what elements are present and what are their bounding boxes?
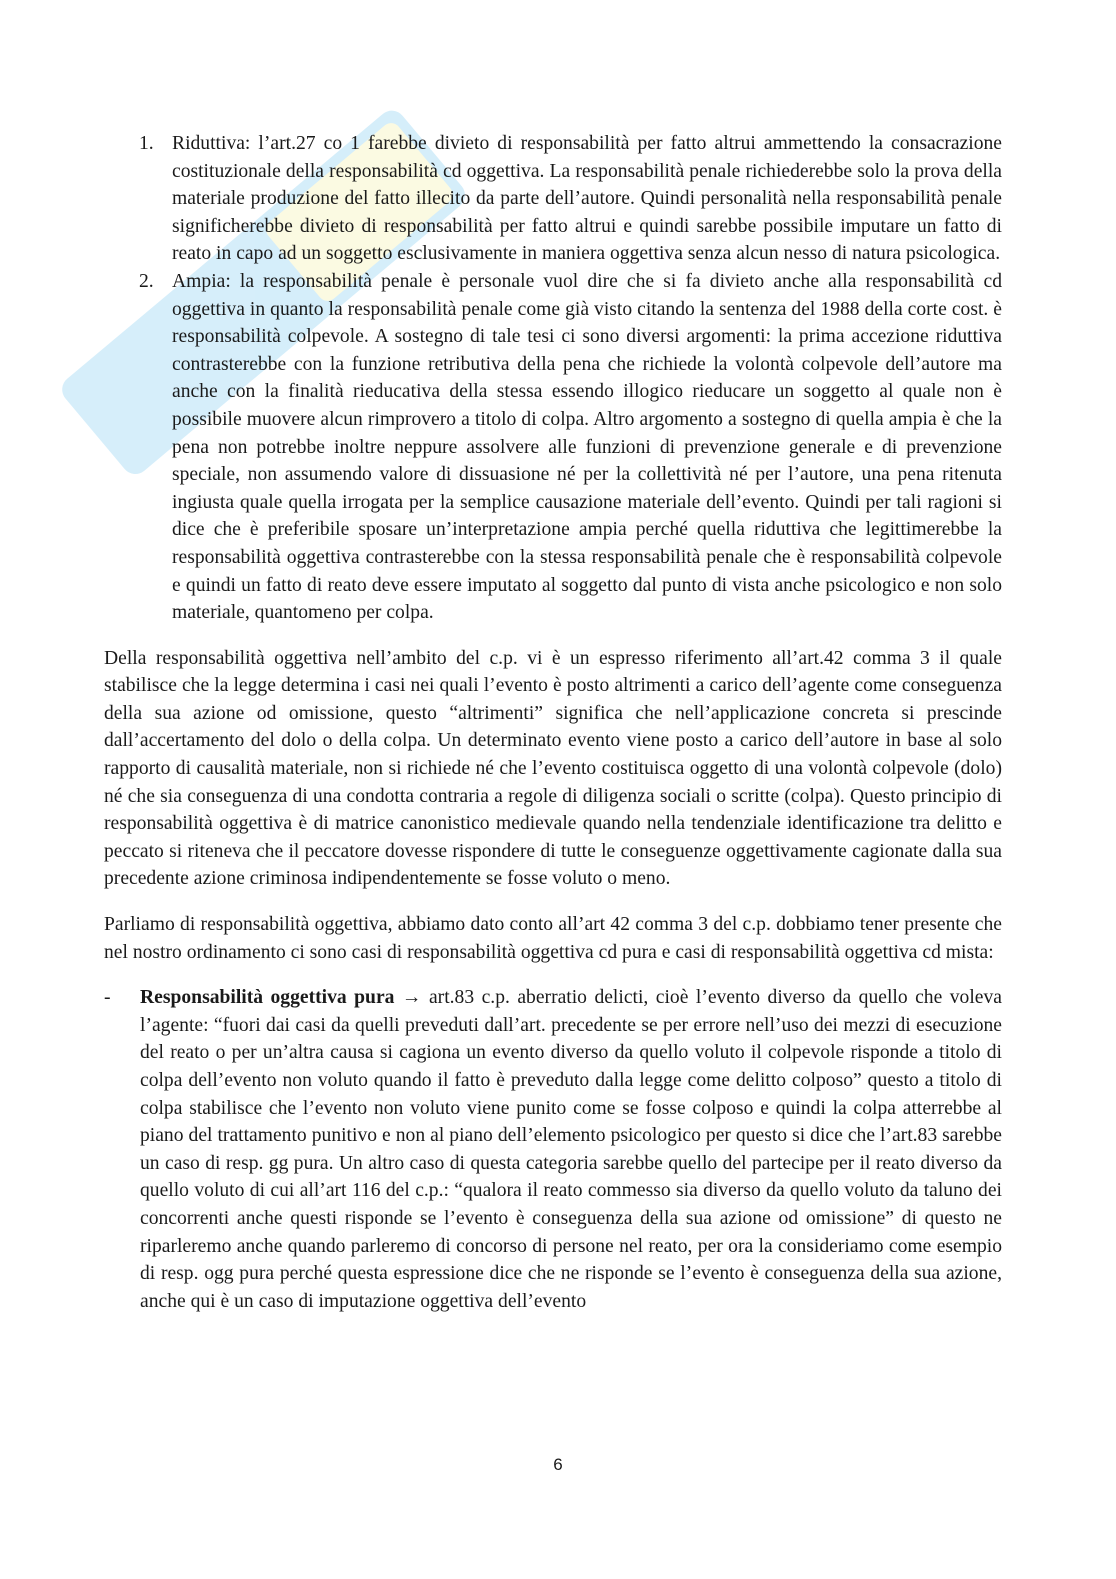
document-body: [104, 130, 1002, 1315]
list-item-text: Ampia: la responsabilità penale è personale vuol dire che si fa divieto anche alla responsabilità cd oggettiva in quanto la responsabilità penale come già visto citando la sentenza del 1988 della corte cost. è responsabilità colpevole. A sostegno di tale tesi ci sono diversi argomenti: la prima accezione riduttiva contrasterebbe con la funzione retributiva della pena che richiede la volontà colpevole dell’autore ma anche con la finalità rieducativa della stessa essendo illogico rieducare un soggetto al quale non è possibile muovere alcun rimprovero a titolo di colpa. Altro argomento a sostegno di quella ampia è che la pena non potrebbe inoltre neppure assolvere alle funzioni di prevenzione generale e di prevenzione speciale, non assumendo valore di dissuasione né per la collettività né per l’autore, una pena ritenuta ingiusta quale quella irrogata per la semplice causazione materiale dell’evento. Quindi per tali ragioni si dice che è preferibile sposare un’interpretazione ampia perché quella riduttiva che legittimerebbe la responsabilità oggettiva contrasterebbe con la stessa responsabilità penale che è responsabilità colpevole e quindi un fatto di reato deve essere imputato al soggetto dal punto di vista anche psicologico e non solo materiale, quantomeno per colpa.: [172, 270, 1002, 624]
list-item: [104, 268, 1002, 627]
list-item-text: Riduttiva: l’art.27 co 1 farebbe divieto di responsabilità per fatto altrui ammettendo la consacrazione costituzionale della responsabilità cd oggettiva. La responsabilità penale richiederebbe solo la prova della materiale produzione del fatto illecito da parte dell’autore. Quindi personalità nella responsabilità penale significherebbe divieto di responsabilità per fatto altrui e quindi sarebbe possibile imputare un fatto di reato in capo ad un soggetto esclusivamente in maniera oggettiva senza alcun nesso di natura psicologica.: [172, 133, 1002, 265]
numbered-list: [104, 130, 1002, 627]
list-item: [104, 130, 1002, 268]
dash-list-item: [104, 984, 1002, 1315]
page-number: 6: [553, 1455, 563, 1474]
arrow-icon: →: [401, 987, 422, 1009]
dash-list: [104, 984, 1002, 1315]
bold-term: Responsabilità oggettiva pura: [140, 987, 395, 1009]
paragraph: Parliamo di responsabilità oggettiva, abbiamo dato conto all’art 42 comma 3 del c.p. dobbiamo tener presente che nel nostro ordinamento ci sono casi di responsabilità oggettiva cd pura e casi di responsabilità oggettiva cd mista:: [104, 914, 1002, 963]
dash-list-item-text: art.83 c.p. aberratio delicti, cioè l’evento diverso da quello che voleva l’agente: “fuori dai casi da quelli preveduti dall’art. precedente se per errore nell’uso dei mezzi di esecuzione del reato o per un’altra causa si cagiona un evento diverso da quello voluto il colpevole risponde a titolo di colpa dell’evento non voluto quando il fatto è preveduto dalla legge come delitto colposo” questo a titolo di colpa stabilisce che l’evento non voluto viene punito come se fosse colposo e quindi la colpa atterrebbe al piano del trattamento punitivo e non al piano dell’elemento psicologico per questo si dice che l’art.83 sarebbe un caso di resp. gg pura. Un altro caso di questa categoria sarebbe quello del partecipe per il reato diverso da quello voluto di cui all’art 116 del c.p.: “qualora il reato commesso sia diverso da quello voluto da taluno dei concorrenti anche questi risponde se l’evento è conseguenza della sua azione od omissione” di questo ne riparleremo anche quando parleremo di concorso di persone nel reato, per ora la consideriamo come esempio di resp. ogg pura perché questa espressione dice che ne risponde se l’evento è conseguenza della sua azione, anche qui è un caso di imputazione oggettiva dell’evento: [140, 987, 1002, 1312]
list-item-number: 1.: [139, 133, 154, 154]
paragraph: Della responsabilità oggettiva nell’ambito del c.p. vi è un espresso riferimento all’art.42 comma 3 il quale stabilisce che la legge determina i casi nei quali l’evento è posto altrimenti a carico dell’agente come conseguenza della sua azione od omissione, questo “altrimenti” significa che nell’applicazione concreta si prescinde dall’accertamento del dolo o della colpa. Un determinato evento viene posto a carico dell’autore in base al solo rapporto di causalità materiale, non si richiede né che l’evento costituisca oggetto di una volontà colpevole (dolo) né che sia conseguenza di una condotta contraria a regole di diligenza sociali o scritte (colpa). Questo principio di responsabilità oggettiva è di matrice canonistico medievale quando nella tendenziale identificazione tra delitto e peccato si riteneva che il peccatore dovesse rispondere di tutte le conseguenze oggettivamente cagionate dalla sua precedente azione criminosa indipendentemente se fosse voluto o meno.: [104, 647, 1002, 890]
dash-bullet: -: [104, 987, 111, 1009]
list-item-number: 2.: [139, 270, 154, 292]
